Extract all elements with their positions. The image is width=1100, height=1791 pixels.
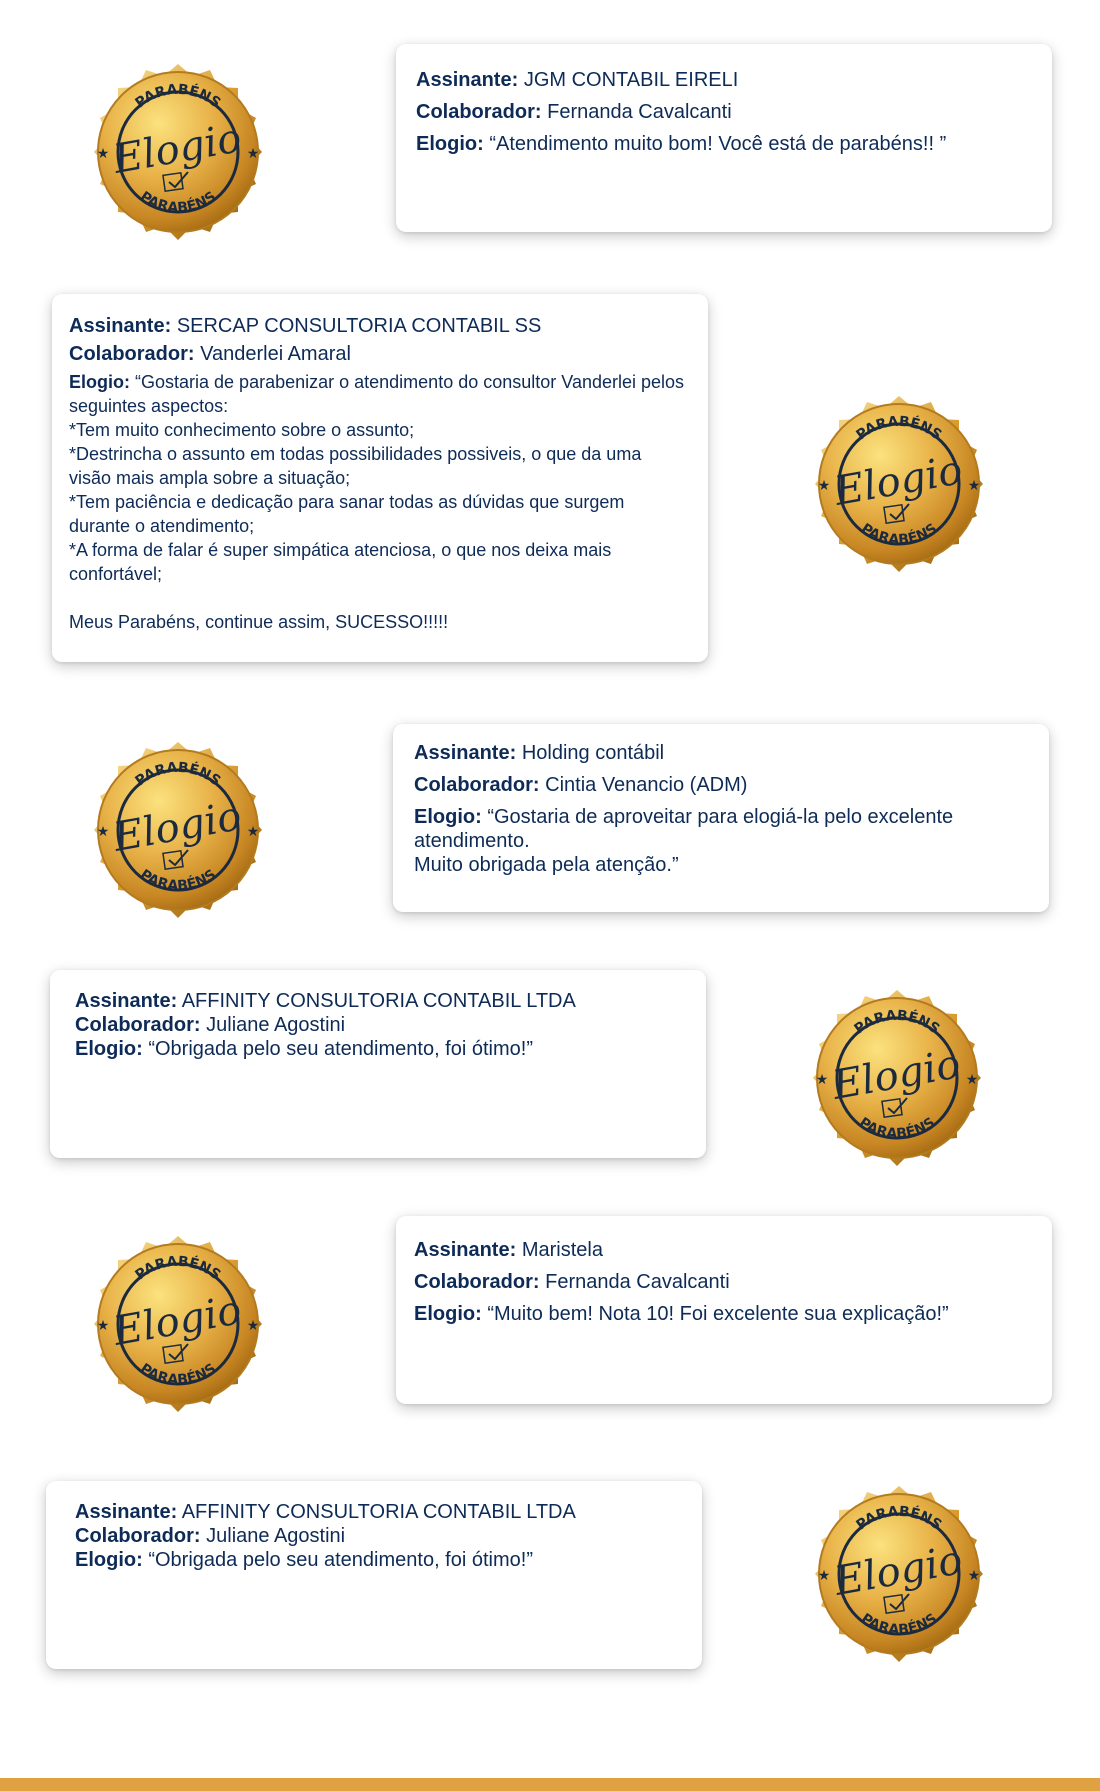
elogio-badge bbox=[797, 382, 1001, 586]
svg-text:Elogio: Elogio bbox=[831, 1537, 966, 1605]
svg-text:★: ★ bbox=[96, 145, 110, 161]
elogio-line: Elogio: “Gostaria de aproveitar para elogiá-la pelo excelente bbox=[414, 806, 954, 828]
assinante-line: Assinante: Maristela bbox=[414, 1239, 603, 1261]
svg-text:★: ★ bbox=[817, 477, 831, 493]
svg-text:Elogio: Elogio bbox=[831, 447, 966, 515]
elogio-line: Elogio: “Obrigada pelo seu atendimento, foi ótimo!” bbox=[75, 1549, 533, 1571]
elogio-line: Elogio: “Gostaria de parabenizar o atendimento do consultor Vanderlei pelos bbox=[69, 372, 685, 392]
elogio-badge bbox=[76, 1222, 280, 1426]
svg-text:PARABÉNS: PARABÉNS bbox=[136, 866, 220, 895]
testimonial-card bbox=[393, 724, 1049, 912]
colaborador-line: Colaborador: Vanderlei Amaral bbox=[69, 343, 351, 365]
colaborador-line: Colaborador: Juliane Agostini bbox=[75, 1014, 346, 1036]
svg-text:PARABÉNS: PARABÉNS bbox=[132, 1253, 224, 1284]
svg-text:★: ★ bbox=[96, 1317, 110, 1333]
elogio-body: atendimento. Muito obrigada pela atenção.” bbox=[414, 830, 679, 876]
svg-text:★: ★ bbox=[246, 823, 260, 839]
svg-text:PARABÉNS: PARABÉNS bbox=[853, 1503, 945, 1534]
elogio-badge bbox=[76, 728, 280, 932]
elogio-badge bbox=[797, 1472, 1001, 1676]
svg-text:★: ★ bbox=[246, 145, 260, 161]
testimonial-card bbox=[396, 1216, 1052, 1404]
svg-text:★: ★ bbox=[965, 1071, 979, 1087]
assinante-line: Assinante: AFFINITY CONSULTORIA CONTABIL LTDA bbox=[75, 1501, 576, 1523]
svg-text:PARABÉNS: PARABÉNS bbox=[132, 759, 224, 790]
svg-text:PARABÉNS: PARABÉNS bbox=[136, 188, 220, 217]
svg-text:★: ★ bbox=[815, 1071, 829, 1087]
testimonial-card bbox=[50, 970, 706, 1158]
elogio-badge bbox=[795, 976, 999, 1180]
colaborador-line: Colaborador: Juliane Agostini bbox=[75, 1525, 346, 1547]
svg-text:★: ★ bbox=[246, 1317, 260, 1333]
svg-text:PARABÉNS: PARABÉNS bbox=[851, 1007, 943, 1038]
svg-text:PARABÉNS: PARABÉNS bbox=[857, 1610, 941, 1639]
testimonial-card bbox=[396, 44, 1052, 232]
svg-text:PARABÉNS: PARABÉNS bbox=[855, 1114, 939, 1143]
footer-accent-bar bbox=[0, 1778, 1100, 1791]
elogio-line: Elogio: “Atendimento muito bom! Você está de parabéns!! ” bbox=[416, 133, 947, 155]
assinante-line: Assinante: SERCAP CONSULTORIA CONTABIL SS bbox=[69, 315, 542, 337]
svg-text:Elogio: Elogio bbox=[110, 793, 245, 861]
assinante-line: Assinante: Holding contábil bbox=[414, 742, 665, 764]
svg-text:PARABÉNS: PARABÉNS bbox=[853, 413, 945, 444]
elogio-line: Elogio: “Obrigada pelo seu atendimento, foi ótimo!” bbox=[75, 1038, 533, 1060]
elogio-line: Elogio: “Muito bem! Nota 10! Foi excelente sua explicação!” bbox=[414, 1303, 949, 1325]
colaborador-line: Colaborador: Fernanda Cavalcanti bbox=[416, 101, 732, 123]
colaborador-line: Colaborador: Fernanda Cavalcanti bbox=[414, 1271, 730, 1293]
svg-text:PARABÉNS: PARABÉNS bbox=[136, 1360, 220, 1389]
testimonial-card bbox=[52, 294, 708, 662]
svg-text:PARABÉNS: PARABÉNS bbox=[857, 520, 941, 549]
svg-text:Elogio: Elogio bbox=[829, 1041, 964, 1109]
svg-text:PARABÉNS: PARABÉNS bbox=[132, 81, 224, 112]
colaborador-line: Colaborador: Cintia Venancio (ADM) bbox=[414, 774, 748, 796]
svg-text:★: ★ bbox=[817, 1567, 831, 1583]
assinante-line: Assinante: JGM CONTABIL EIRELI bbox=[416, 69, 739, 91]
svg-text:★: ★ bbox=[967, 477, 981, 493]
testimonial-card bbox=[46, 1481, 702, 1669]
assinante-line: Assinante: AFFINITY CONSULTORIA CONTABIL LTDA bbox=[75, 990, 576, 1012]
svg-text:★: ★ bbox=[967, 1567, 981, 1583]
elogio-badge bbox=[76, 50, 280, 254]
elogio-body: seguintes aspectos: *Tem muito conhecimento sobre o assunto; *Destrincha o assunto em todas possibilidades possiveis, o que da uma visão mais ampla sobre a situação; *Tem paciência e dedicação para sanar todas as dúvidas que surgem durante o atendimento; *A forma de falar é super simpática atenciosa, o que nos deixa mais confortável; Meus Parabéns, continue assim, SUCESSO!!!!! bbox=[69, 396, 642, 632]
svg-text:Elogio: Elogio bbox=[110, 1287, 245, 1355]
svg-text:★: ★ bbox=[96, 823, 110, 839]
svg-text:Elogio: Elogio bbox=[110, 115, 245, 183]
